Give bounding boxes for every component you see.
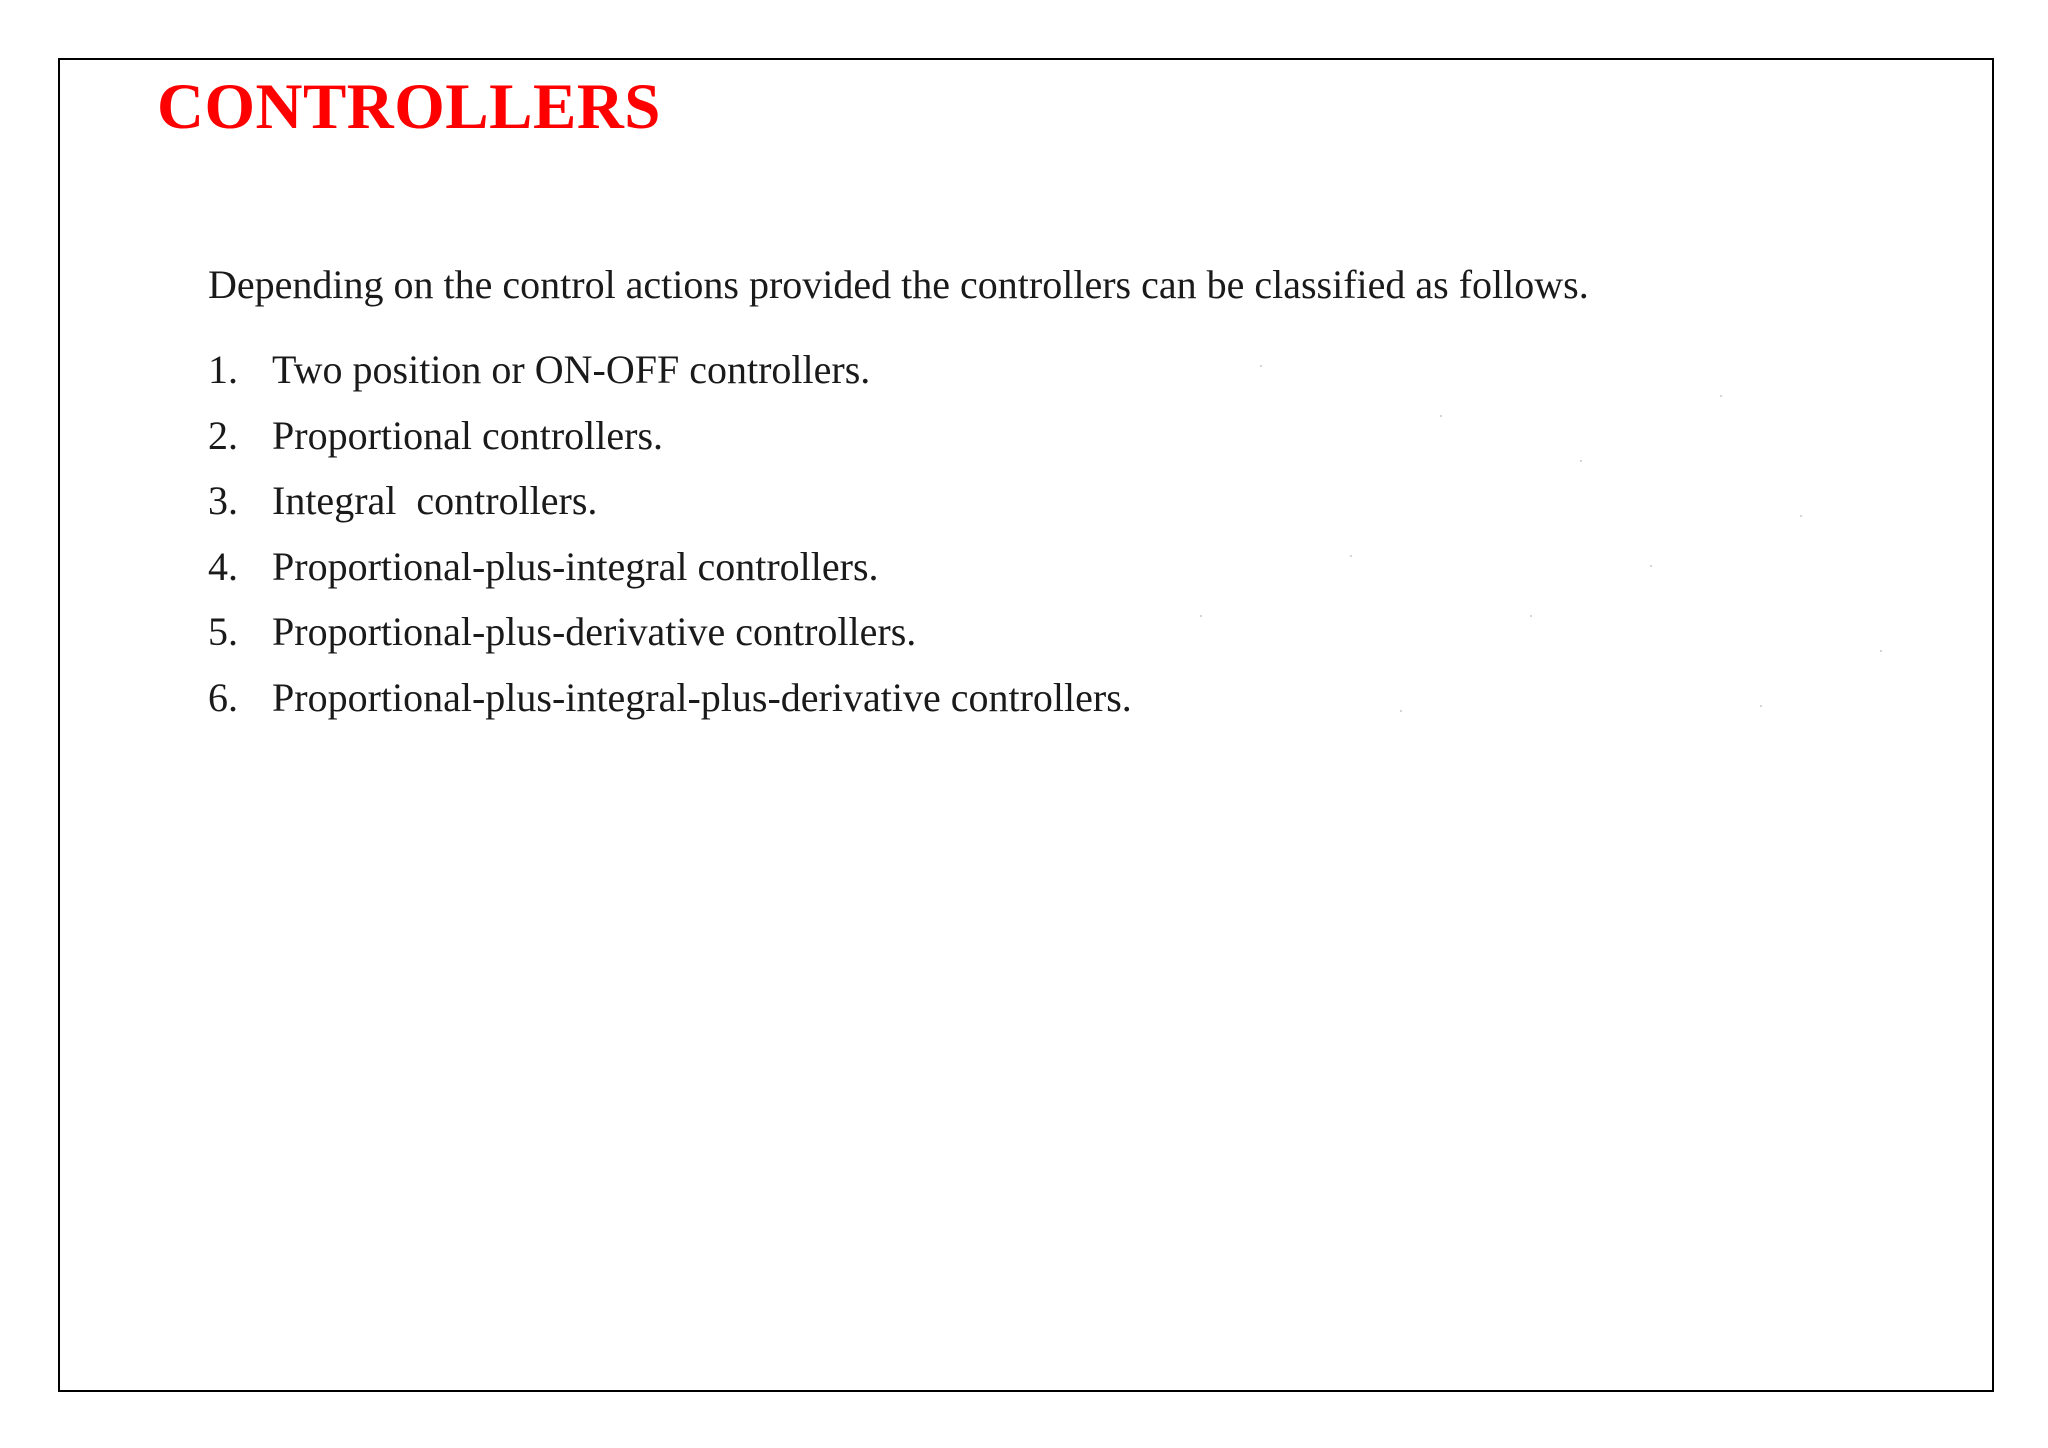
list-item (200, 665, 1132, 731)
scan-speckle (1350, 555, 1352, 557)
list-item-label: Integral controllers. (272, 478, 598, 524)
list-item-label: Two position or ON-OFF controllers. (272, 347, 871, 393)
controller-types-list (200, 337, 1132, 730)
list-item-label: Proportional-plus-integral-plus-derivative controllers. (272, 674, 1132, 720)
scan-speckle (1530, 615, 1532, 617)
list-item-number: 5. (208, 609, 238, 655)
scanned-text-block (200, 255, 1900, 735)
scan-speckle (1800, 515, 1802, 517)
list-item-label: Proportional-plus-integral controllers. (272, 543, 879, 589)
list-item-number: 3. (208, 478, 238, 524)
list-item-number: 6. (208, 674, 238, 720)
list-item-label: Proportional-plus-derivative controllers. (272, 609, 917, 655)
scan-speckle (1260, 365, 1262, 367)
list-item (200, 337, 1132, 403)
scan-speckle (1760, 705, 1762, 707)
intro-text: Depending on the control actions provided the controllers can be classified as follows. (208, 262, 1589, 307)
list-item (200, 468, 1132, 534)
list-item (200, 403, 1132, 469)
list-item (200, 534, 1132, 600)
scan-speckle (1200, 615, 1202, 617)
list-item-label: Proportional controllers. (272, 412, 664, 458)
list-item-number: 1. (208, 347, 238, 393)
scan-speckle (1440, 415, 1442, 417)
slide-title: CONTROLLERS (157, 71, 661, 143)
scan-speckle (1650, 565, 1652, 567)
list-item (200, 599, 1132, 665)
scan-speckle (1880, 650, 1882, 652)
scan-speckle (1720, 395, 1722, 397)
scan-speckle (1580, 460, 1582, 462)
scan-speckle (1400, 710, 1402, 712)
list-item-number: 2. (208, 412, 238, 458)
list-item-number: 4. (208, 543, 238, 589)
